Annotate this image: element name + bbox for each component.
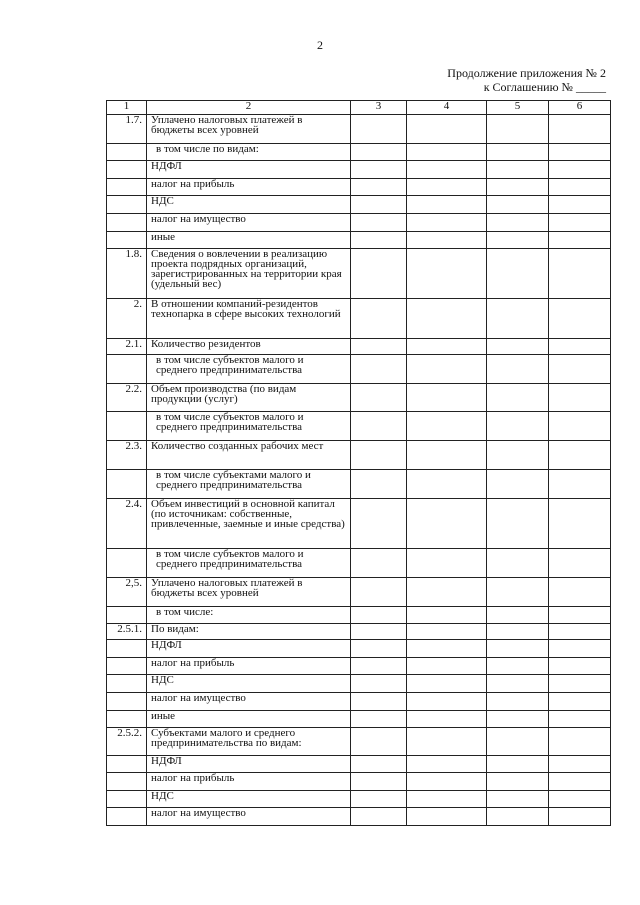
indicator-name: в том числе субъектов малого и среднего предпринимательства (147, 355, 351, 384)
value-cell[interactable] (351, 756, 407, 773)
table-row (107, 355, 611, 384)
value-cell[interactable] (549, 161, 611, 179)
value-cell[interactable] (351, 355, 407, 384)
value-cell[interactable] (407, 355, 487, 384)
value-cell[interactable] (549, 214, 611, 232)
row-number (107, 549, 147, 578)
value-cell[interactable] (407, 339, 487, 355)
value-cell[interactable] (549, 658, 611, 675)
value-cell[interactable] (549, 179, 611, 196)
value-cell[interactable] (407, 578, 487, 607)
indicator-name: в том числе субъектов малого и среднего предпринимательства (147, 412, 351, 441)
value-cell[interactable] (407, 161, 487, 179)
row-number (107, 711, 147, 728)
indicator-name: Уплачено налоговых платежей в бюджеты всех уровней (147, 578, 351, 607)
value-cell[interactable] (487, 499, 549, 549)
row-number (107, 144, 147, 161)
value-cell[interactable] (407, 499, 487, 549)
table-row (107, 640, 611, 658)
row-number (107, 196, 147, 214)
value-cell[interactable] (351, 232, 407, 249)
table-row (107, 232, 611, 249)
value-cell[interactable] (407, 179, 487, 196)
value-cell[interactable] (407, 658, 487, 675)
table-row (107, 214, 611, 232)
value-cell[interactable] (549, 339, 611, 355)
value-cell[interactable] (549, 115, 611, 144)
value-cell[interactable] (351, 384, 407, 412)
value-cell[interactable] (407, 249, 487, 299)
indicator-name: в том числе субъектов малого и среднего предпринимательства (147, 549, 351, 578)
row-number: 2.2. (107, 384, 147, 412)
row-number: 1.7. (107, 115, 147, 144)
value-cell[interactable] (351, 249, 407, 299)
value-cell[interactable] (487, 658, 549, 675)
value-cell[interactable] (549, 144, 611, 161)
value-cell[interactable] (407, 214, 487, 232)
row-number (107, 232, 147, 249)
indicator-name: налог на прибыль (147, 773, 351, 791)
value-cell[interactable] (549, 640, 611, 658)
value-cell[interactable] (407, 232, 487, 249)
value-cell[interactable] (351, 808, 407, 826)
indicator-name: НДФЛ (147, 756, 351, 773)
value-cell[interactable] (487, 624, 549, 640)
row-number: 2.5.2. (107, 728, 147, 756)
indicator-name: Объем инвестиций в основной капитал (по источникам: собственные, привлеченные, заемные и иные средства) (147, 499, 351, 549)
row-number (107, 355, 147, 384)
indicator-name: В отношении компаний-резидентов технопарка в сфере высоких технологий (147, 299, 351, 339)
table-row (107, 791, 611, 808)
value-cell[interactable] (487, 339, 549, 355)
value-cell[interactable] (351, 299, 407, 339)
value-cell[interactable] (487, 728, 549, 756)
row-number (107, 161, 147, 179)
row-number (107, 179, 147, 196)
value-cell[interactable] (351, 549, 407, 578)
value-cell[interactable] (487, 675, 549, 693)
value-cell[interactable] (549, 232, 611, 249)
value-cell[interactable] (407, 693, 487, 711)
value-cell[interactable] (407, 675, 487, 693)
row-number (107, 470, 147, 499)
indicator-name: налог на имущество (147, 693, 351, 711)
value-cell[interactable] (351, 693, 407, 711)
value-cell[interactable] (549, 773, 611, 791)
value-cell[interactable] (487, 549, 549, 578)
row-number: 2.3. (107, 441, 147, 470)
value-cell[interactable] (351, 658, 407, 675)
table-header-row (107, 101, 611, 115)
row-number (107, 412, 147, 441)
value-cell[interactable] (487, 115, 549, 144)
value-cell[interactable] (351, 196, 407, 214)
value-cell[interactable] (487, 791, 549, 808)
value-cell[interactable] (549, 470, 611, 499)
column-header: 5 (487, 101, 549, 115)
indicator-name: НДС (147, 675, 351, 693)
table-row (107, 339, 611, 355)
row-number: 1.8. (107, 249, 147, 299)
indicator-name: налог на имущество (147, 214, 351, 232)
value-cell[interactable] (407, 808, 487, 826)
value-cell[interactable] (351, 412, 407, 441)
indicators-table (106, 100, 611, 826)
indicator-name: Количество резидентов (147, 339, 351, 355)
value-cell[interactable] (351, 441, 407, 470)
value-cell[interactable] (549, 693, 611, 711)
value-cell[interactable] (549, 675, 611, 693)
value-cell[interactable] (351, 728, 407, 756)
row-number: 2.4. (107, 499, 147, 549)
table-row (107, 412, 611, 441)
value-cell[interactable] (351, 214, 407, 232)
indicator-name: НДС (147, 791, 351, 808)
value-cell[interactable] (407, 115, 487, 144)
indicator-name: НДС (147, 196, 351, 214)
indicator-name: иные (147, 232, 351, 249)
table-row (107, 658, 611, 675)
value-cell[interactable] (487, 607, 549, 624)
value-cell[interactable] (351, 499, 407, 549)
value-cell[interactable] (487, 144, 549, 161)
value-cell[interactable] (549, 499, 611, 549)
value-cell[interactable] (351, 773, 407, 791)
table-row (107, 578, 611, 607)
value-cell[interactable] (487, 578, 549, 607)
value-cell[interactable] (407, 549, 487, 578)
column-header: 3 (351, 101, 407, 115)
value-cell[interactable] (549, 756, 611, 773)
row-number (107, 675, 147, 693)
page-number: 2 (317, 38, 323, 52)
value-cell[interactable] (351, 624, 407, 640)
indicator-name: НДФЛ (147, 161, 351, 179)
column-header: 6 (549, 101, 611, 115)
value-cell[interactable] (549, 808, 611, 826)
value-cell[interactable] (549, 249, 611, 299)
row-number: 2. (107, 299, 147, 339)
table-row (107, 693, 611, 711)
value-cell[interactable] (407, 144, 487, 161)
row-number (107, 658, 147, 675)
value-cell[interactable] (487, 640, 549, 658)
column-header: 2 (147, 101, 351, 115)
value-cell[interactable] (407, 728, 487, 756)
value-cell[interactable] (407, 441, 487, 470)
value-cell[interactable] (487, 161, 549, 179)
value-cell[interactable] (351, 675, 407, 693)
table-row (107, 808, 611, 826)
table-row (107, 728, 611, 756)
indicator-name: в том числе субъектами малого и среднего предпринимательства (147, 470, 351, 499)
table-row (107, 115, 611, 144)
indicator-name: Уплачено налоговых платежей в бюджеты всех уровней (147, 115, 351, 144)
value-cell[interactable] (487, 470, 549, 499)
value-cell[interactable] (549, 299, 611, 339)
value-cell[interactable] (549, 607, 611, 624)
value-cell[interactable] (487, 756, 549, 773)
table-row (107, 144, 611, 161)
value-cell[interactable] (407, 607, 487, 624)
value-cell[interactable] (487, 299, 549, 339)
table-row (107, 441, 611, 470)
column-header: 4 (407, 101, 487, 115)
value-cell[interactable] (351, 640, 407, 658)
indicator-name: Субъектами малого и среднего предпринимательства по видам: (147, 728, 351, 756)
indicator-name: НДФЛ (147, 640, 351, 658)
value-cell[interactable] (549, 355, 611, 384)
value-cell[interactable] (351, 607, 407, 624)
value-cell[interactable] (549, 196, 611, 214)
value-cell[interactable] (549, 384, 611, 412)
indicator-name: налог на имущество (147, 808, 351, 826)
value-cell[interactable] (407, 299, 487, 339)
table-row (107, 179, 611, 196)
row-number: 2.1. (107, 339, 147, 355)
table-row (107, 756, 611, 773)
row-number: 2.5.1. (107, 624, 147, 640)
heading-line-1: Продолжение приложения № 2 (447, 66, 606, 80)
value-cell[interactable] (407, 711, 487, 728)
value-cell[interactable] (487, 355, 549, 384)
table-row (107, 470, 611, 499)
value-cell[interactable] (351, 115, 407, 144)
heading-line-2: к Соглашению № _____ (483, 80, 606, 94)
value-cell[interactable] (487, 196, 549, 214)
value-cell[interactable] (487, 773, 549, 791)
value-cell[interactable] (487, 693, 549, 711)
value-cell[interactable] (487, 711, 549, 728)
value-cell[interactable] (487, 249, 549, 299)
value-cell[interactable] (487, 808, 549, 826)
indicator-name: в том числе: (147, 607, 351, 624)
row-number (107, 214, 147, 232)
table-row (107, 711, 611, 728)
value-cell[interactable] (407, 624, 487, 640)
table-row (107, 384, 611, 412)
value-cell[interactable] (549, 441, 611, 470)
value-cell[interactable] (487, 384, 549, 412)
value-cell[interactable] (407, 412, 487, 441)
indicator-name: По видам: (147, 624, 351, 640)
table-row (107, 499, 611, 549)
value-cell[interactable] (549, 711, 611, 728)
column-header: 1 (107, 101, 147, 115)
table-row (107, 249, 611, 299)
table-row (107, 675, 611, 693)
value-cell[interactable] (549, 549, 611, 578)
row-number (107, 693, 147, 711)
value-cell[interactable] (549, 624, 611, 640)
value-cell[interactable] (351, 578, 407, 607)
row-number (107, 808, 147, 826)
value-cell[interactable] (407, 773, 487, 791)
table-row (107, 607, 611, 624)
indicator-name: иные (147, 711, 351, 728)
value-cell[interactable] (549, 791, 611, 808)
table-row (107, 624, 611, 640)
value-cell[interactable] (407, 791, 487, 808)
value-cell[interactable] (407, 196, 487, 214)
value-cell[interactable] (487, 179, 549, 196)
value-cell[interactable] (487, 441, 549, 470)
indicator-name: в том числе по видам: (147, 144, 351, 161)
row-number: 2,5. (107, 578, 147, 607)
value-cell[interactable] (487, 412, 549, 441)
value-cell[interactable] (407, 640, 487, 658)
indicator-name: Количество созданных рабочих мест (147, 441, 351, 470)
indicator-name: налог на прибыль (147, 658, 351, 675)
value-cell[interactable] (351, 179, 407, 196)
table-row (107, 196, 611, 214)
indicator-name: налог на прибыль (147, 179, 351, 196)
table-row (107, 549, 611, 578)
row-number (107, 607, 147, 624)
value-cell[interactable] (351, 144, 407, 161)
value-cell[interactable] (549, 412, 611, 441)
row-number (107, 773, 147, 791)
value-cell[interactable] (549, 728, 611, 756)
table-row (107, 299, 611, 339)
value-cell[interactable] (407, 384, 487, 412)
indicator-name: Объем производства (по видам продукции (услуг) (147, 384, 351, 412)
row-number (107, 756, 147, 773)
appendix-heading (447, 66, 606, 94)
table-row (107, 773, 611, 791)
value-cell[interactable] (407, 756, 487, 773)
value-cell[interactable] (351, 161, 407, 179)
value-cell[interactable] (549, 578, 611, 607)
value-cell[interactable] (351, 711, 407, 728)
indicator-name: Сведения о вовлечении в реализацию проекта подрядных организаций, зарегистрированных на территории края (удельный вес) (147, 249, 351, 299)
row-number (107, 640, 147, 658)
value-cell[interactable] (487, 232, 549, 249)
value-cell[interactable] (351, 339, 407, 355)
row-number (107, 791, 147, 808)
value-cell[interactable] (351, 791, 407, 808)
value-cell[interactable] (407, 470, 487, 499)
value-cell[interactable] (487, 214, 549, 232)
value-cell[interactable] (351, 470, 407, 499)
table-row (107, 161, 611, 179)
